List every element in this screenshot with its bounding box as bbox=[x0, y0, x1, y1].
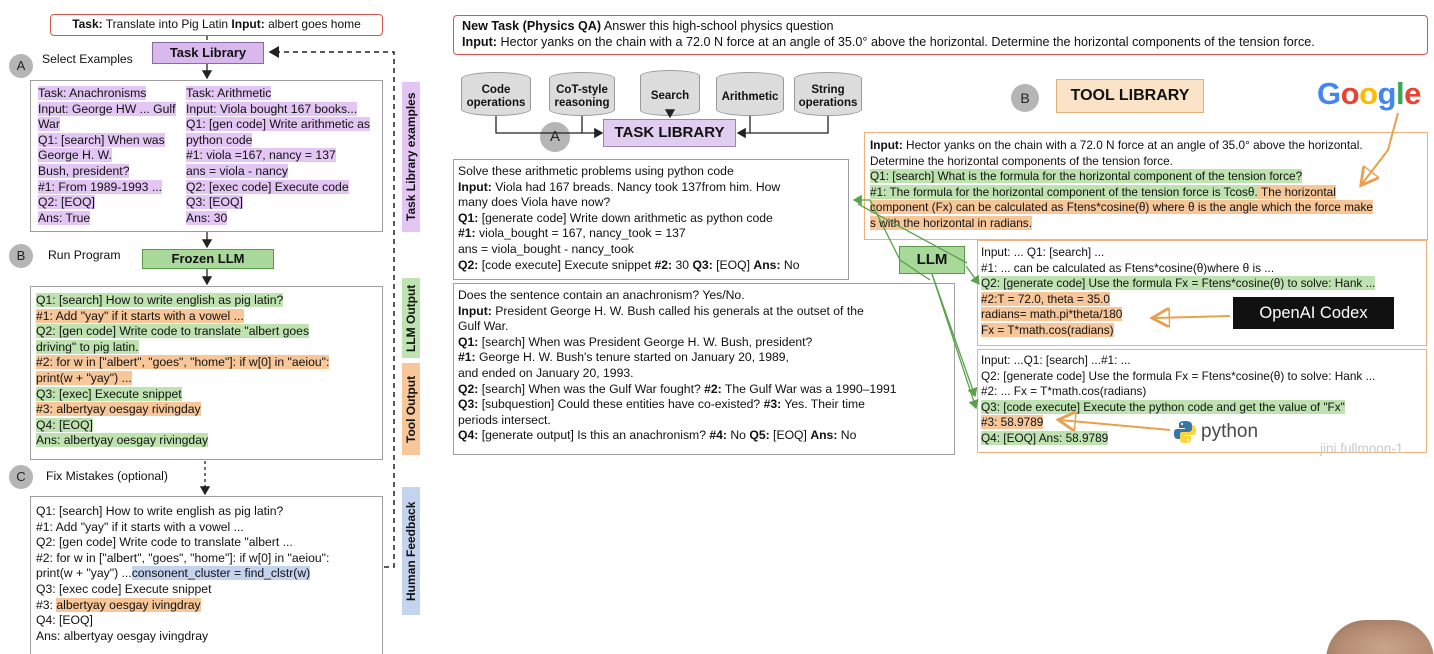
codex-line: radians= math.pi*theta/180 bbox=[981, 307, 1123, 321]
python-line: Q3: [code execute] Execute the python code and get the value of "Fx" bbox=[981, 399, 1345, 414]
codex-line: #1: ... can be calculated as Ftens*cosine(θ)where θ is ... bbox=[981, 260, 1275, 275]
fix-line: #3: bbox=[36, 597, 57, 612]
run-line: driving" to pig latin. bbox=[36, 339, 139, 354]
ex2-line: Task: Arithmetic bbox=[186, 86, 272, 100]
python-line: Q4: [EOQ] Ans: 58.9789 bbox=[981, 430, 1109, 445]
ex1-line: Task: Anachronisms bbox=[38, 86, 147, 100]
side-label-human-feedback: Human Feedback bbox=[402, 487, 420, 615]
codex-line: #2:T = 72.0, theta = 35.0 bbox=[981, 291, 1110, 306]
anach-q5-label: Q5: bbox=[749, 428, 770, 443]
fix-line: print(w + "yay") ... bbox=[36, 566, 132, 581]
anach-line: President George H. W. Bush called his generals at the outset of the bbox=[491, 303, 864, 318]
ex1-line: George H. W. bbox=[38, 148, 112, 163]
step-b-marker: B bbox=[9, 244, 33, 268]
run-line: #2: for w in ["albert", "goes", "home"]: if w[0] in "aeiou": bbox=[36, 355, 330, 370]
task-label: Task: bbox=[72, 17, 103, 31]
anach-line: [search] When was President George H. W. Bush, president? bbox=[478, 334, 813, 349]
fix-line: Q2: [gen code] Write code to translate "albert ... bbox=[36, 535, 293, 550]
cylinder-code-operations: Code operations bbox=[461, 72, 531, 116]
python-line: Q2: [generate code] Use the formula Fx = Ftens*cosine(θ) to solve: Hank ... bbox=[981, 368, 1376, 383]
arith-line: ans = viola_bought - nancy_took bbox=[458, 241, 634, 256]
anach-ans-label: Ans: bbox=[810, 428, 838, 443]
marker-a: A bbox=[540, 122, 570, 152]
side-label-task-library-examples: Task Library examples bbox=[402, 82, 420, 232]
python-wordmark: python bbox=[1201, 421, 1259, 442]
ex1-line: #1: From 1989-1993 ... bbox=[38, 179, 162, 194]
physics-line: s with the horizontal in radians. bbox=[870, 215, 1032, 230]
run-line: Q3: [exec] Execute snippet bbox=[36, 386, 182, 401]
run-line: print(w + "yay") ... bbox=[36, 370, 132, 385]
task-text: Translate into Pig Latin bbox=[102, 17, 232, 31]
physics-line: Determine the horizontal components of the tension force. bbox=[870, 153, 1173, 168]
anach-q4-label: Q4: bbox=[458, 428, 479, 443]
side-label-llm-output: LLM Output bbox=[402, 278, 420, 358]
anach-h3-label: #3: bbox=[763, 397, 782, 412]
codex-line: Input: ... Q1: [search] ... bbox=[981, 245, 1105, 259]
fix-tool-output: albertyay oesgay ivingdray bbox=[56, 597, 201, 612]
physics-line: The horizontal bbox=[1257, 184, 1336, 199]
physics-line: component (Fx) can be calculated as Ftens*cosine(θ) where θ is the angle which the force make bbox=[870, 200, 1373, 214]
fix-line: Q3: [exec code] Execute snippet bbox=[36, 581, 212, 596]
anach-h1-label: #1: bbox=[458, 350, 476, 365]
anach-line: Does the sentence contain an anachronism? Yes/No. bbox=[458, 288, 745, 302]
task-library-node: TASK LIBRARY bbox=[603, 119, 736, 147]
cylinder-string-operations: String operations bbox=[794, 72, 862, 116]
ex2-line: #1: viola =167, nancy = 137 bbox=[186, 148, 336, 163]
anach-q3-label: Q3: bbox=[458, 397, 479, 412]
fix-line: Q4: [EOQ] bbox=[36, 613, 93, 628]
anach-line: periods intersect. bbox=[458, 412, 551, 427]
left-connectors bbox=[0, 0, 430, 654]
ex2-line: Q1: [gen code] Write arithmetic as bbox=[186, 117, 371, 132]
arith-line: 30 bbox=[672, 257, 693, 272]
arith-h2-label: #2: bbox=[654, 257, 673, 272]
fix-line: #1: Add "yay" if it starts with a vowel ... bbox=[36, 519, 244, 534]
arith-line: viola_bought = 167, nancy_took = 137 bbox=[475, 226, 686, 241]
arith-q3-label: Q3: bbox=[692, 257, 713, 272]
watermark: jini.fullmoon-1 bbox=[1320, 441, 1404, 456]
physics-line: Q1: [search] What is the formula for the horizontal component of the tension force? bbox=[870, 169, 1303, 183]
physics-input-label: Input: bbox=[870, 138, 903, 152]
run-line: #3: albertyay oesgay rivingday bbox=[36, 402, 201, 417]
ex1-line: War bbox=[38, 117, 60, 132]
step-a-label: Select Examples bbox=[42, 52, 133, 66]
cylinder-cot-reasoning: CoT-style reasoning bbox=[549, 72, 615, 116]
ex2-line: Q2: [exec code] Execute code bbox=[186, 179, 349, 194]
tool-library-node: TOOL LIBRARY bbox=[1056, 79, 1204, 113]
physics-line: #1: The formula for the horizontal component of the tension force is Tcosθ. bbox=[870, 184, 1258, 199]
anach-line: [generate output] Is this an anachronism? bbox=[478, 428, 710, 443]
anach-q1-label: Q1: bbox=[458, 334, 479, 349]
arith-h1-label: #1: bbox=[458, 226, 476, 241]
arith-line: many does Viola have now? bbox=[458, 195, 611, 210]
physics-line: Hector yanks on the chain with a 72.0 N force at an angle of 35.0° above the horizontal. bbox=[902, 138, 1363, 152]
arith-line: Solve these arithmetic problems using python code bbox=[458, 164, 734, 178]
anach-line: [EOQ] bbox=[769, 428, 811, 443]
arith-line: No bbox=[780, 257, 800, 272]
run-line: #1: Add "yay" if it starts with a vowel ... bbox=[36, 308, 244, 323]
step-a-marker: A bbox=[9, 54, 33, 78]
run-line: Q1: [search] How to write english as pig latin? bbox=[36, 293, 284, 307]
new-task-description: Answer this high-school physics question bbox=[601, 19, 834, 33]
ex1-line: Q1: [search] When was bbox=[38, 132, 165, 147]
fix-line: Q1: [search] How to write english as pig latin? bbox=[36, 504, 284, 518]
run-line: Q2: [gen code] Write code to translate "albert goes bbox=[36, 324, 310, 339]
arith-line: Viola had 167 breads. Nancy took 137from him. How bbox=[491, 179, 781, 194]
arith-ans-label: Ans: bbox=[753, 257, 781, 272]
anach-line: Gulf War. bbox=[458, 319, 509, 334]
ex2-line: Q3: [EOQ] bbox=[186, 195, 243, 210]
anach-h4-label: #4: bbox=[709, 428, 727, 443]
task-input: albert goes home bbox=[264, 17, 361, 31]
ex2-line: python code bbox=[186, 132, 253, 147]
new-task-title: New Task (Physics QA) bbox=[462, 19, 602, 33]
new-task-input: Hector yanks on the chain with a 72.0 N force at an angle of 35.0° above the horizontal. Determine the horizontal components of the tension force. bbox=[496, 34, 1315, 49]
side-label-tool-output: Tool Output bbox=[402, 363, 420, 455]
anach-line: The Gulf War was a 1990–1991 bbox=[721, 381, 897, 396]
llm-node: LLM bbox=[899, 246, 965, 274]
anach-line: Yes. Their time bbox=[781, 397, 865, 412]
cylinder-arithmetic: Arithmetic bbox=[716, 72, 784, 116]
python-line: Input: ...Q1: [search] ...#1: ... bbox=[981, 353, 1131, 367]
arith-line: [generate code] Write down arithmetic as python code bbox=[478, 210, 773, 225]
fix-line: Ans: albertyay oesgay ivingdray bbox=[36, 628, 209, 643]
arith-line: [EOQ] bbox=[712, 257, 754, 272]
python-line: #3: 58.9789 bbox=[981, 415, 1044, 429]
run-line: Q4: [EOQ] bbox=[36, 417, 93, 432]
right-connectors bbox=[430, 0, 1434, 654]
step-b-label: Run Program bbox=[48, 248, 121, 262]
anach-line: No bbox=[726, 428, 750, 443]
anach-line: and ended on January 20, 1993. bbox=[458, 365, 634, 380]
new-task-input-label: Input: bbox=[462, 34, 497, 49]
task-library-node: Task Library bbox=[152, 42, 264, 64]
step-c-marker: C bbox=[9, 465, 33, 489]
frozen-llm-node: Frozen LLM bbox=[142, 249, 274, 269]
google-logo: Google bbox=[1317, 76, 1421, 111]
ex1-line: Q2: [EOQ] bbox=[38, 195, 95, 210]
arith-line: [code execute] Execute snippet bbox=[478, 257, 655, 272]
anach-input-label: Input: bbox=[458, 303, 492, 318]
step-c-label: Fix Mistakes (optional) bbox=[46, 469, 168, 483]
codex-line: Q2: [generate code] Use the formula Fx = Ftens*cosine(θ) to solve: Hank ... bbox=[981, 276, 1376, 290]
arith-q2-label: Q2: bbox=[458, 257, 479, 272]
cylinder-search: Search bbox=[640, 70, 700, 116]
arith-q1-label: Q1: bbox=[458, 210, 479, 225]
openai-codex-badge: OpenAI Codex bbox=[1233, 297, 1394, 329]
run-line: Ans: albertyay oesgay rivingday bbox=[36, 433, 209, 448]
ex1-line: Ans: True bbox=[38, 210, 91, 225]
ex2-line: Ans: 30 bbox=[186, 210, 228, 225]
ex1-line: Bush, president? bbox=[38, 163, 130, 178]
task-input-label: Input: bbox=[231, 17, 265, 31]
fix-human-edit: consonent_cluster = find_clstr(w) bbox=[131, 566, 311, 581]
ex2-line: Input: Viola bought 167 books... bbox=[186, 101, 358, 116]
codex-line: Fx = T*math.cos(radians) bbox=[981, 322, 1114, 337]
ex2-line: ans = viola - nancy bbox=[186, 163, 288, 178]
anach-line: George H. W. Bush's tenure started on January 20, 1989, bbox=[475, 350, 789, 365]
arith-input-label: Input: bbox=[458, 179, 492, 194]
fix-line: #2: for w in ["albert", "goes", "home"]: if w[0] in "aeiou": bbox=[36, 550, 330, 565]
anach-h2-label: #2: bbox=[704, 381, 722, 396]
anach-line: No bbox=[837, 428, 857, 443]
anach-line: [search] When was the Gulf War fought? bbox=[478, 381, 705, 396]
anach-q2-label: Q2: bbox=[458, 381, 479, 396]
marker-b: B bbox=[1011, 84, 1039, 112]
ex1-line: Input: George HW ... Gulf bbox=[38, 101, 176, 116]
python-line: #2: ... Fx = T*math.cos(radians) bbox=[981, 384, 1147, 398]
anach-line: [subquestion] Could these entities have co-existed? bbox=[478, 397, 764, 412]
